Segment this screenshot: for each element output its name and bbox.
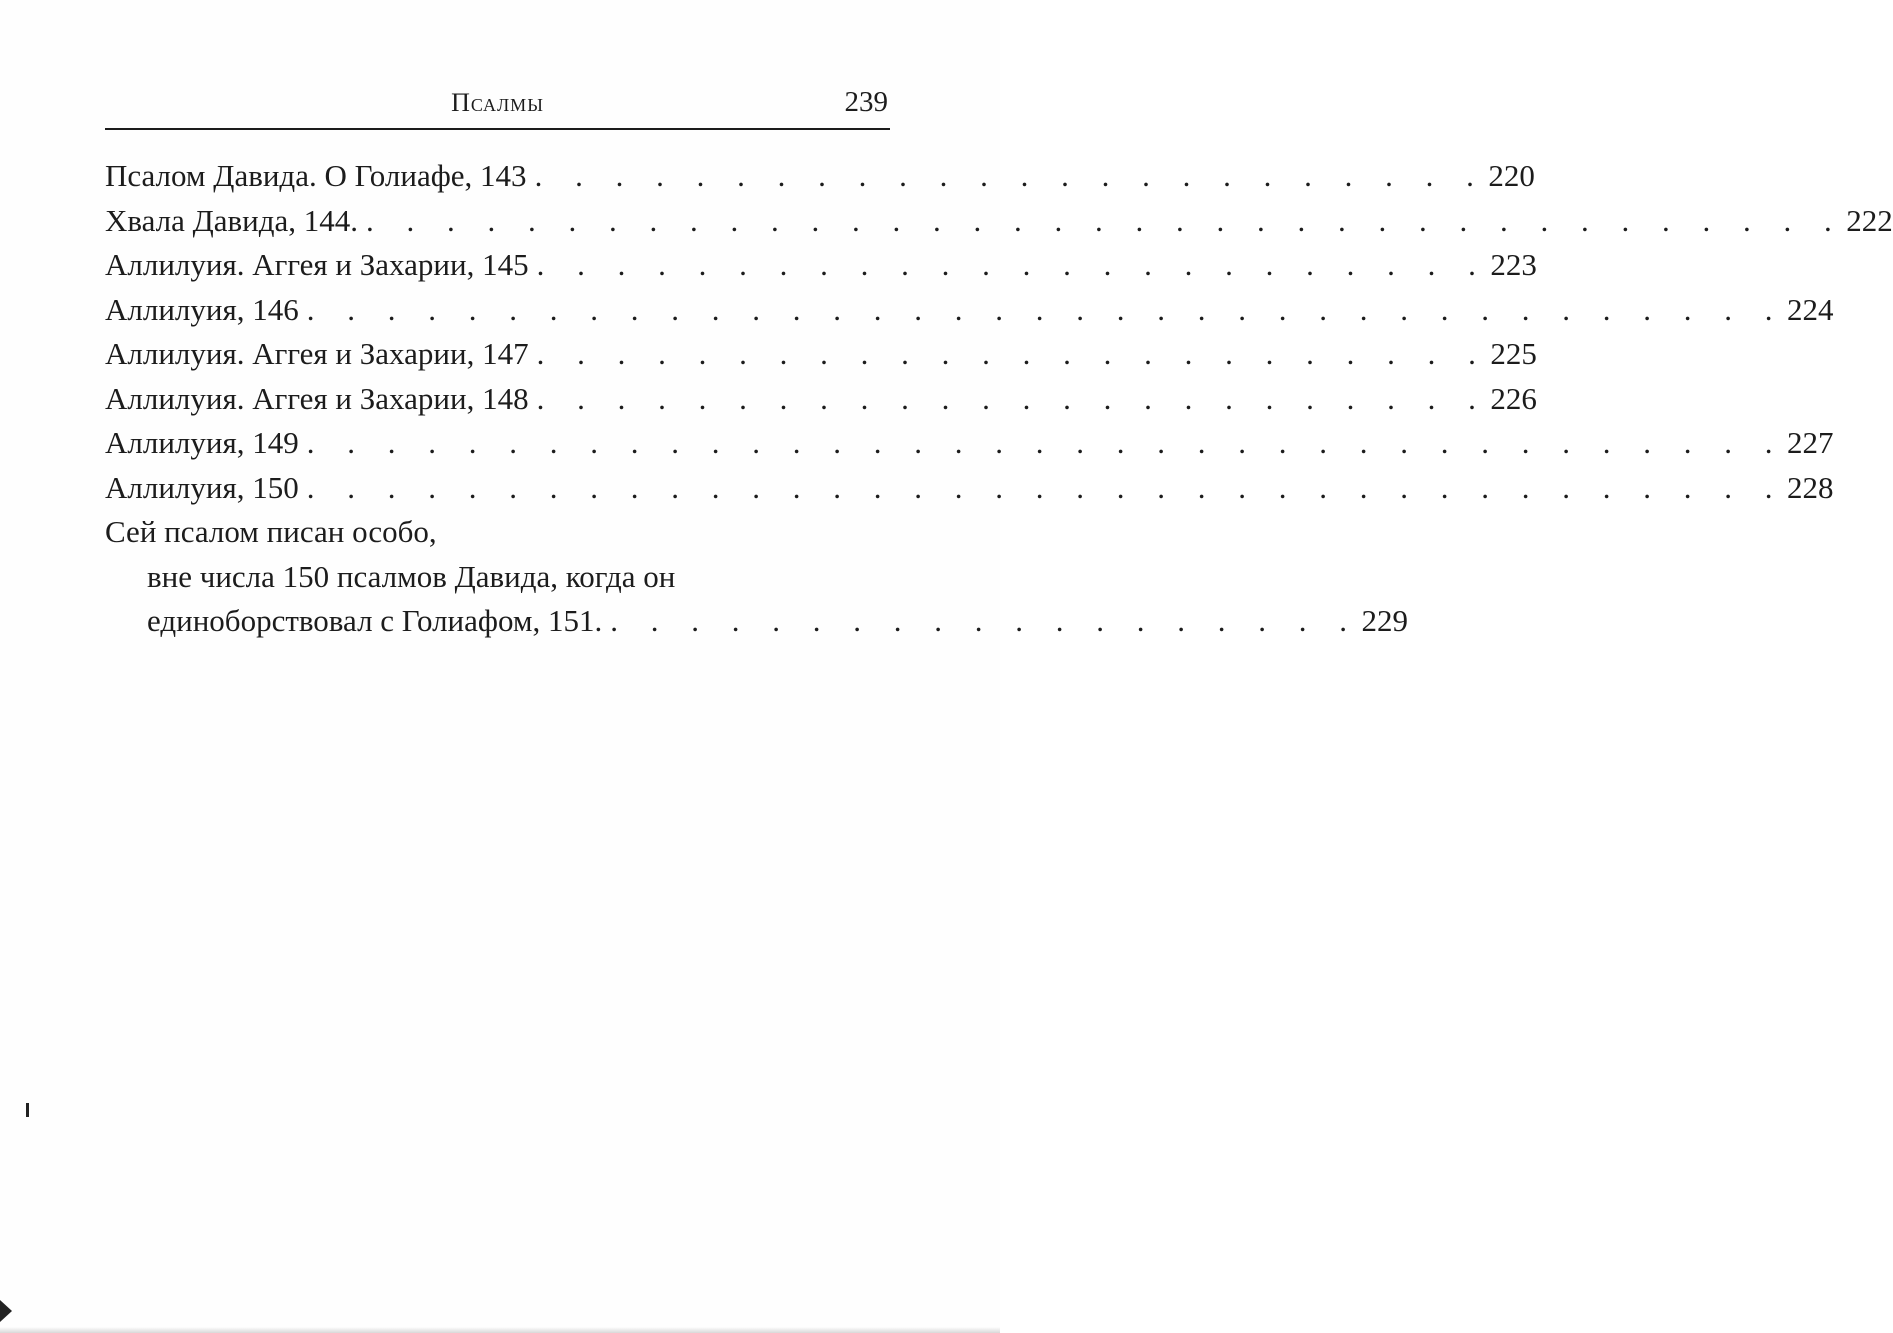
running-head xyxy=(105,84,890,128)
toc-entry-title: Аллилуия, 146 xyxy=(105,291,299,327)
toc-entry xyxy=(105,466,1834,511)
dot-leader: . . . . . . . . . . . . . . . . . . . . . . . . xyxy=(536,247,1489,282)
toc-entry-page: 225 xyxy=(1490,336,1537,371)
section-title: Псалмы xyxy=(451,88,544,117)
scan-edge-mark xyxy=(26,1103,29,1117)
toc-entry-multiline xyxy=(105,510,1409,644)
toc-entry-page: 229 xyxy=(1361,603,1409,638)
page-number: 239 xyxy=(844,86,888,118)
dot-leader: . . . . . . . . . . . . . . . . . . . . . . . . . . . . . . . . . . . . . xyxy=(306,469,1785,505)
toc-entry-title-line: Сей псалом писан особо, xyxy=(105,514,437,549)
dot-leader: . . . . . . . . . . . . . . . . . . . . . . . . xyxy=(536,380,1489,416)
table-of-contents xyxy=(105,154,1893,644)
dot-leader: . . . . . . . . . . . . . . . . . . . xyxy=(610,603,1360,638)
toc-entry-title: Аллилуия, 150 xyxy=(105,469,299,505)
toc-entry-title-line: единоборствовал с Голиафом, 151. xyxy=(147,603,603,638)
toc-entry-title: Аллилуия. Аггея и Захарии, 148 xyxy=(105,380,529,416)
scan-edge-mark xyxy=(0,1300,12,1322)
toc-entry-page: 228 xyxy=(1787,469,1834,505)
toc-entry-title: Аллилуия. Аггея и Захарии, 145 xyxy=(105,247,529,282)
toc-entry xyxy=(105,199,1893,244)
toc-entry-page: 224 xyxy=(1787,291,1834,327)
toc-entry-title: Аллилуия. Аггея и Захарии, 147 xyxy=(105,336,529,371)
toc-entry-page: 223 xyxy=(1490,247,1537,282)
toc-entry-page: 222 xyxy=(1846,202,1893,238)
toc-entry xyxy=(105,243,1537,288)
toc-entry-page: 220 xyxy=(1488,158,1535,193)
toc-entry-page: 226 xyxy=(1490,380,1537,416)
toc-entry xyxy=(105,421,1834,466)
dot-leader: . . . . . . . . . . . . . . . . . . . . . . . . . . . . . . . . . . . . . xyxy=(366,202,1845,238)
toc-entry-title: Псалом Давида. О Голиафе, 143 xyxy=(105,158,527,193)
toc-entry-page: 227 xyxy=(1787,425,1834,460)
toc-entry xyxy=(105,332,1537,377)
dot-leader: . . . . . . . . . . . . . . . . . . . . . . . . xyxy=(534,158,1487,193)
toc-entry-final-line xyxy=(105,599,1409,644)
toc-entry-title: Аллилуия, 149 xyxy=(105,425,299,460)
toc-entry-title: Хвала Давида, 144. xyxy=(105,202,359,238)
dot-leader: . . . . . . . . . . . . . . . . . . . . . . . . . . . . . . . . . . . . . xyxy=(306,425,1785,460)
page-edge-shadow xyxy=(0,1327,1000,1333)
dot-leader: . . . . . . . . . . . . . . . . . . . . . . . . xyxy=(536,336,1489,371)
dot-leader: . . . . . . . . . . . . . . . . . . . . . . . . . . . . . . . . . . . . . xyxy=(306,291,1785,327)
toc-entry xyxy=(105,377,1537,422)
toc-entry xyxy=(105,288,1834,333)
toc-entry xyxy=(105,154,1535,199)
toc-entry-title-line: вне числа 150 псалмов Давида, когда он xyxy=(147,558,676,594)
header-rule xyxy=(105,128,890,130)
